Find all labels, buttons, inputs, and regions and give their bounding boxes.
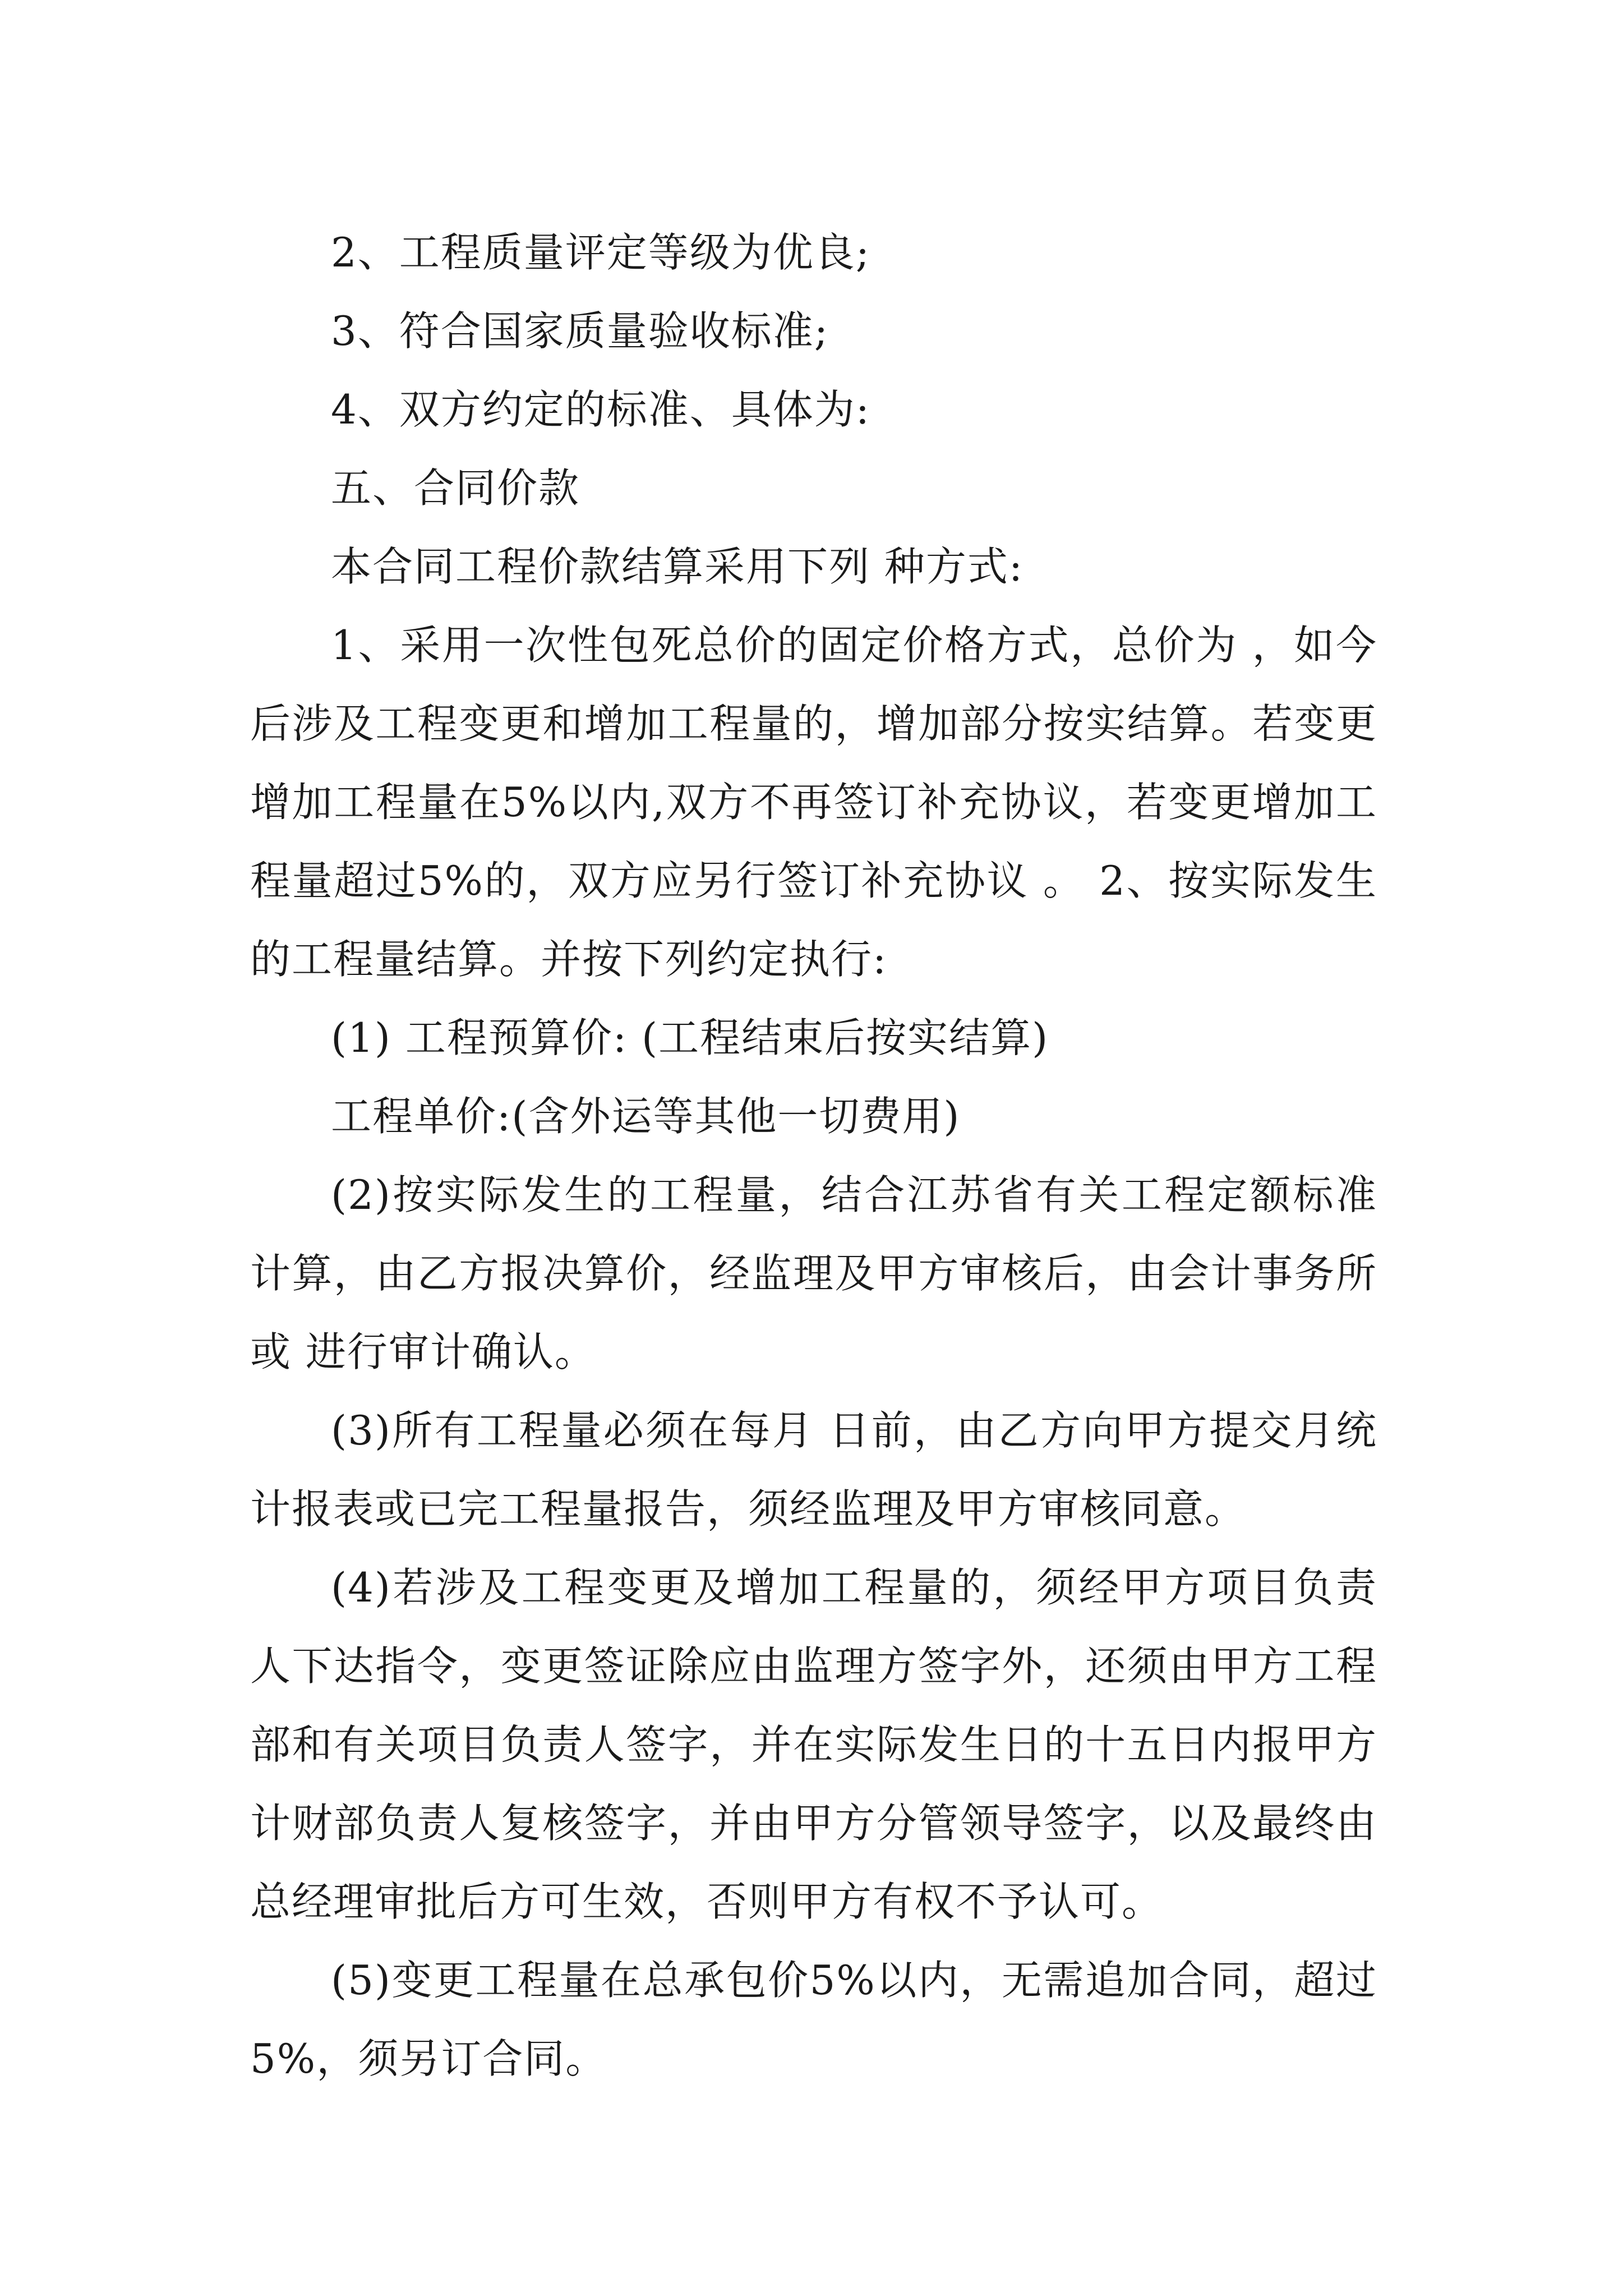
paragraph-actual-quantity: (2)按实际发生的工程量，结合江苏省有关工程定额标准计算，由乙方报决算价，经监理及甲方审核后，由会计事务所或 进行审计确认。 <box>250 1171 1377 1375</box>
paragraph-change-limit: (5)变更工程量在总承包价5%以内，无需追加合同，超过5%，须另订合同。 <box>250 1957 1377 2082</box>
paragraph-settlement-methods: 本合同工程价款结算采用下列 种方式: <box>331 543 1024 590</box>
paragraph-monthly-report: (3)所有工程量必须在每月 日前，由乙方向甲方提交月统计报表或已完工程量报告，须经监理及甲方审核同意。 <box>250 1407 1377 1533</box>
paragraph-national-standard: 3、符合国家质量验收标准; <box>331 307 829 355</box>
paragraph-quality-grade: 2、工程质量评定等级为优良; <box>331 229 871 276</box>
paragraph-change-approval: (4)若涉及工程变更及增加工程量的，须经甲方项目负责人下达指令，变更签证除应由监理方签字外，还须由甲方工程部和有关项目负责人签字，并在实际发生日的十五日内报甲方计财部负责人复核签字，并由甲方分管领导签字，以及最终由总经理审批后方可生效，否则甲方有权不予认可。 <box>250 1564 1377 1925</box>
paragraph-agreed-standard: 4、双方约定的标准、具体为: <box>331 386 871 433</box>
document-body <box>250 213 1377 2098</box>
paragraph-fixed-total-price: 1、采用一次性包死总价的固定价格方式，总价为 ，如今后涉及工程变更和增加工程量的，增加部分按实结算。若变更增加工程量在5%以内,双方不再签订补充协议，若变更增加工程量超过5%的，双方应另行签订补充协议 。 2、按实际发生的工程量结算。并按下列约定执行: <box>250 622 1377 983</box>
paragraph-unit-price: 工程单价:(含外运等其他一切费用) <box>331 1093 961 1140</box>
section-heading-contract-price: 五、合同价款 <box>331 464 580 512</box>
paragraph-budget-price: (1) 工程预算价: (工程结束后按实结算) <box>331 1014 1049 1061</box>
